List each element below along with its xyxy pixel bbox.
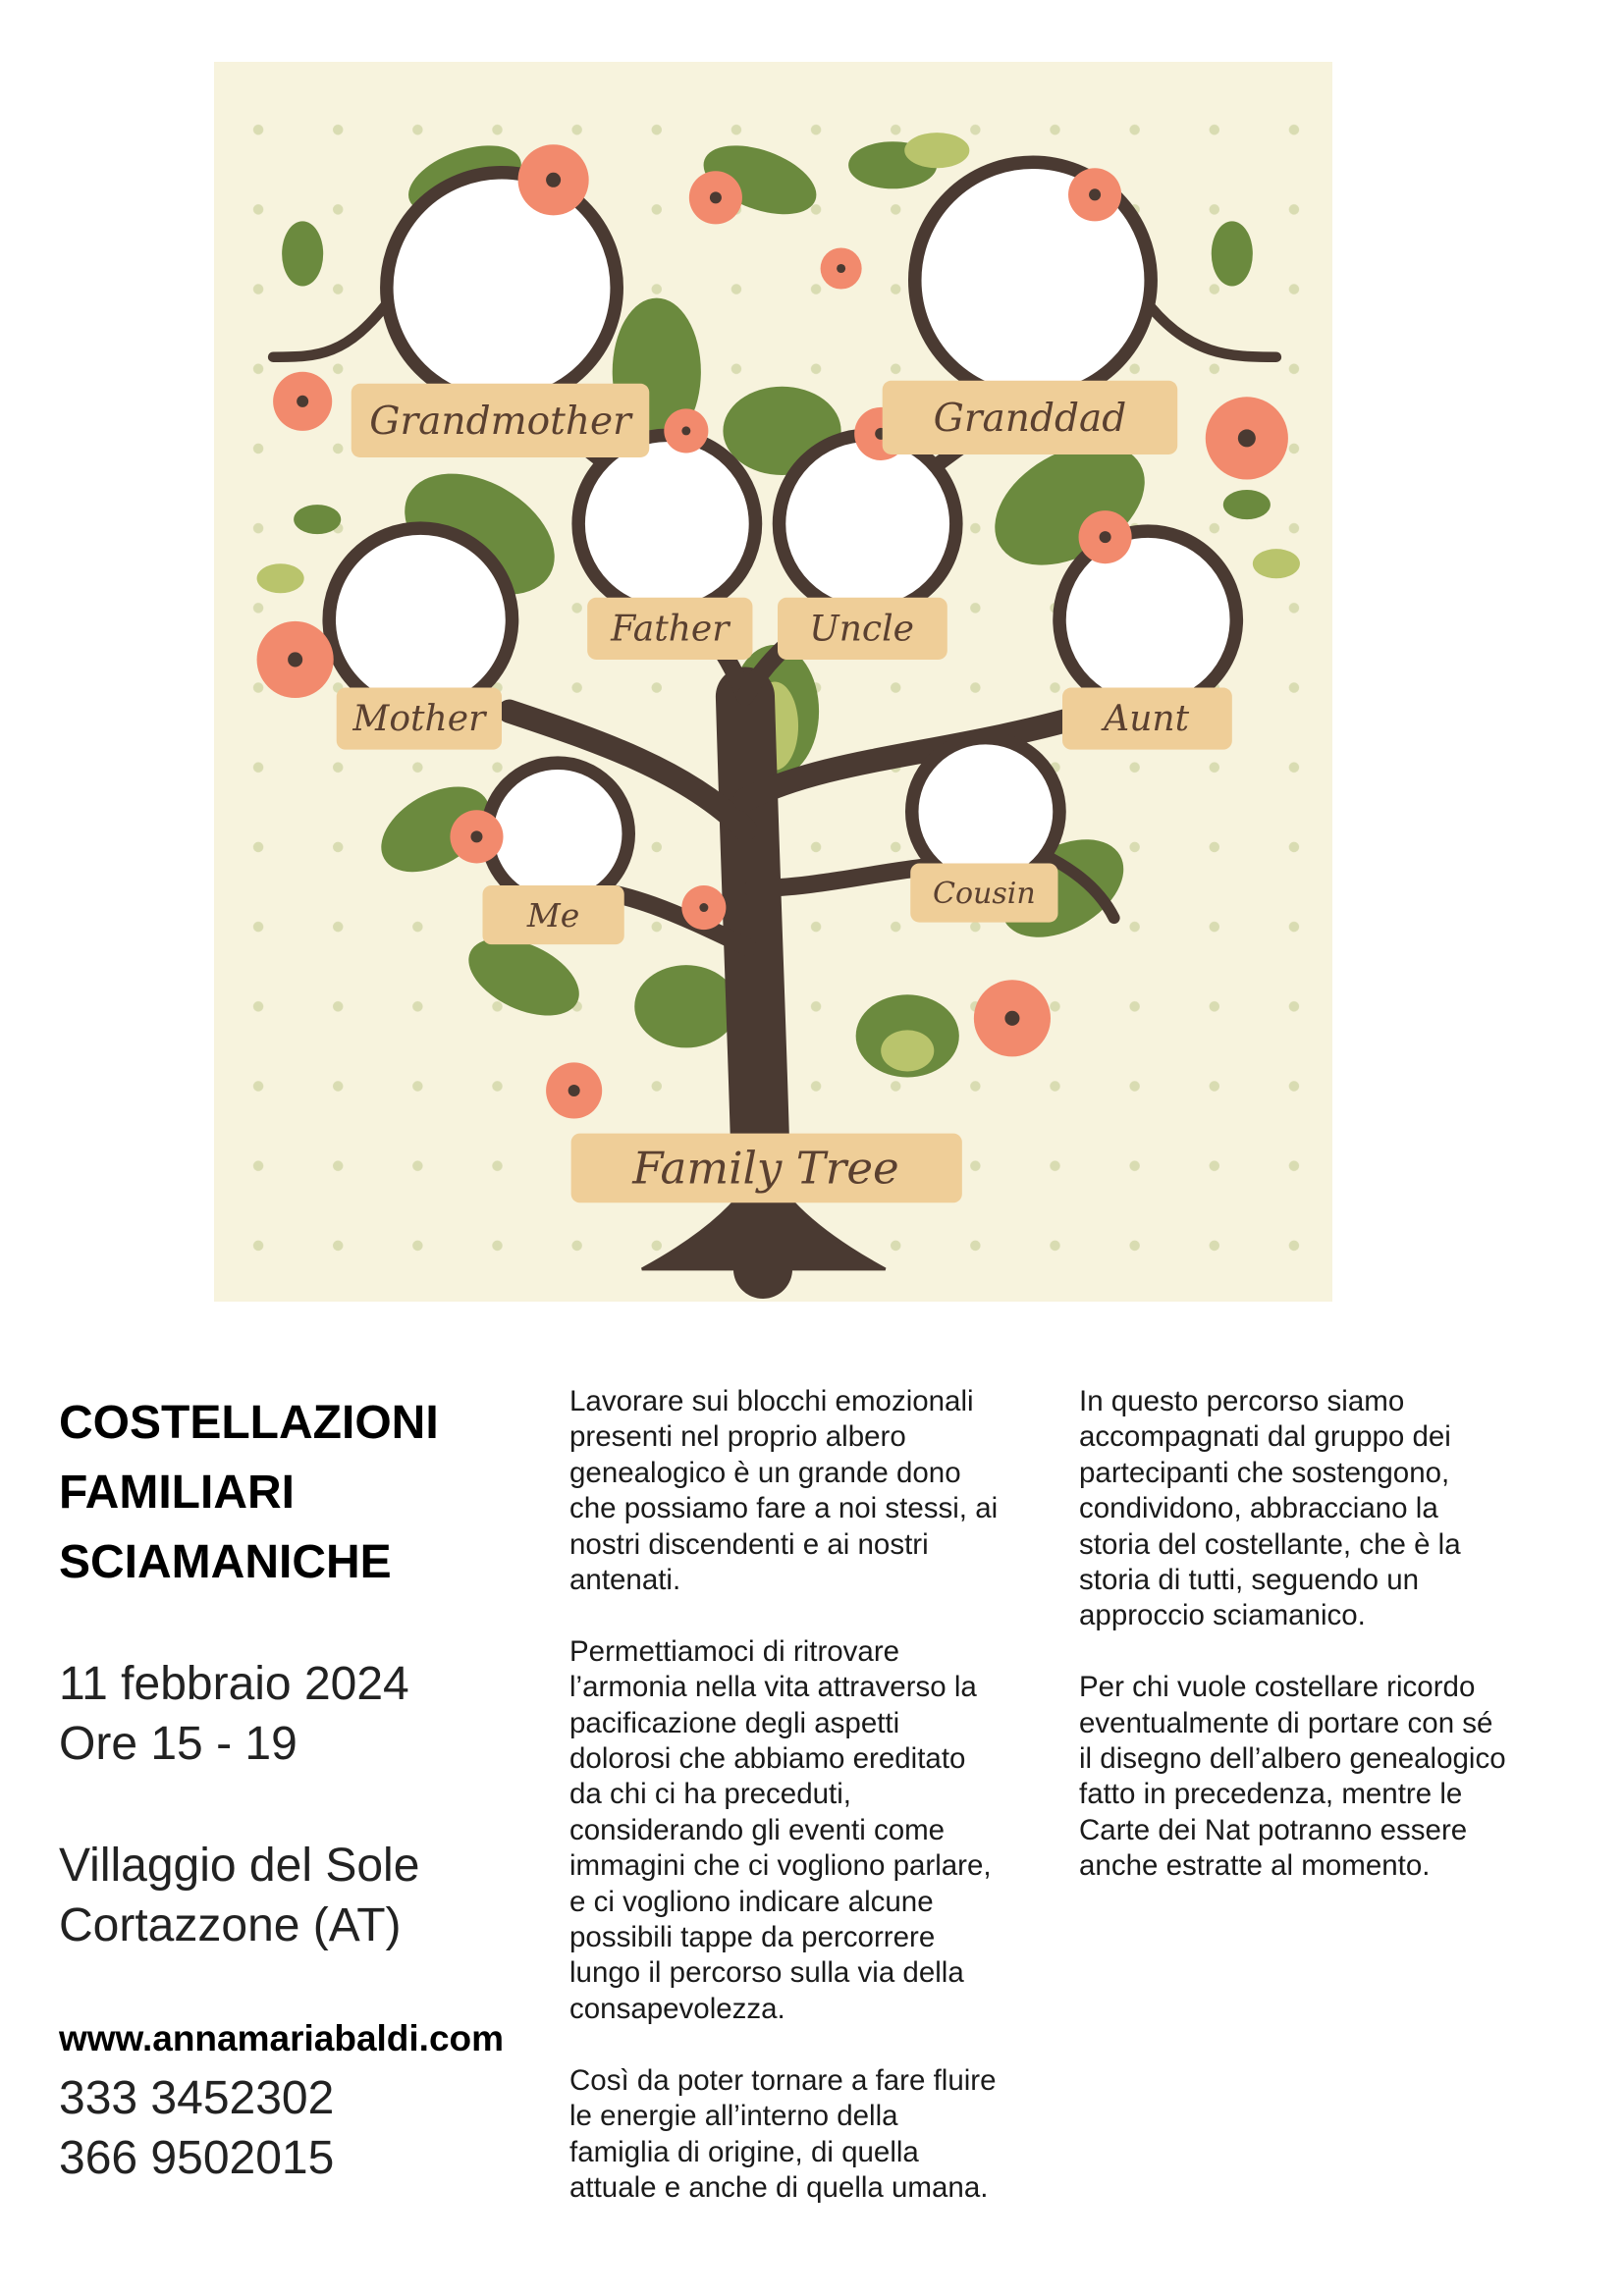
label-father: Father (611, 608, 730, 650)
event-title-line: FAMILIARI (59, 1467, 295, 1519)
paragraph: In questo percorso siamo accompagnati dal gruppo dei partecipanti che sostengono, condividono, abbracciano la storia del costellante, che è la storia di tutti, seguendo un approccio sciamanico. (1079, 1385, 1461, 1632)
event-city: Cortazzone (AT) (59, 1899, 402, 1951)
event-time: Ore 15 - 19 (59, 1718, 298, 1770)
label-grandmother: Grandmother (369, 399, 631, 444)
paragraph: Per chi vuole costellare ricordo eventualmente di portare con sé il disegno dell’albero genealogico fatto in precedenza, mentre le Carte dei Nat potranno essere anche estratte al momento. (1079, 1671, 1506, 1883)
right-text-column (1079, 1384, 1570, 1920)
paragraph: Lavorare sui blocchi emozionali presenti nel proprio albero genealogico è un grande dono che possiamo fare a noi stessi, ai nostri discendenti e ai nostri antenati. (569, 1385, 999, 1597)
phone-number-1: 333 3452302 (59, 2072, 335, 2124)
label-me: Me (526, 896, 580, 935)
phone-number-2: 366 9502015 (59, 2132, 335, 2184)
label-granddad: Granddad (933, 396, 1127, 441)
label-cousin: Cousin (932, 877, 1036, 912)
event-venue: Villaggio del Sole (59, 1840, 420, 1892)
label-uncle: Uncle (809, 608, 914, 650)
event-title (59, 1388, 439, 1597)
family-tree-illustration (214, 62, 1332, 1302)
event-title-line: SCIAMANICHE (59, 1536, 392, 1588)
event-date: 11 febbraio 2024 (59, 1658, 409, 1710)
event-title-line: COSTELLAZIONI (59, 1397, 439, 1449)
website-link[interactable]: www.annamariabaldi.com (59, 2018, 505, 2058)
label-family-tree: Family Tree (632, 1142, 899, 1195)
middle-text-column (569, 1384, 1060, 2242)
paragraph: Così da poter tornare a fare fluire le energie all’interno della famiglia di origine, di quella attuale e anche di quella umana. (569, 2063, 997, 2204)
label-aunt: Aunt (1104, 698, 1190, 740)
paragraph: Permettiamoci di ritrovare l’armonia nella vita attraverso la pacificazione degli aspetti dolorosi che abbiamo ereditato da chi ci ha preceduti, considerando gli eventi come immagini che ci vogliono parlare, e ci vogliono indicare alcune possibili tappe da percorrere lungo il percorso sulla via della consapevolezza. (569, 1634, 992, 2025)
label-mother: Mother (352, 698, 486, 740)
